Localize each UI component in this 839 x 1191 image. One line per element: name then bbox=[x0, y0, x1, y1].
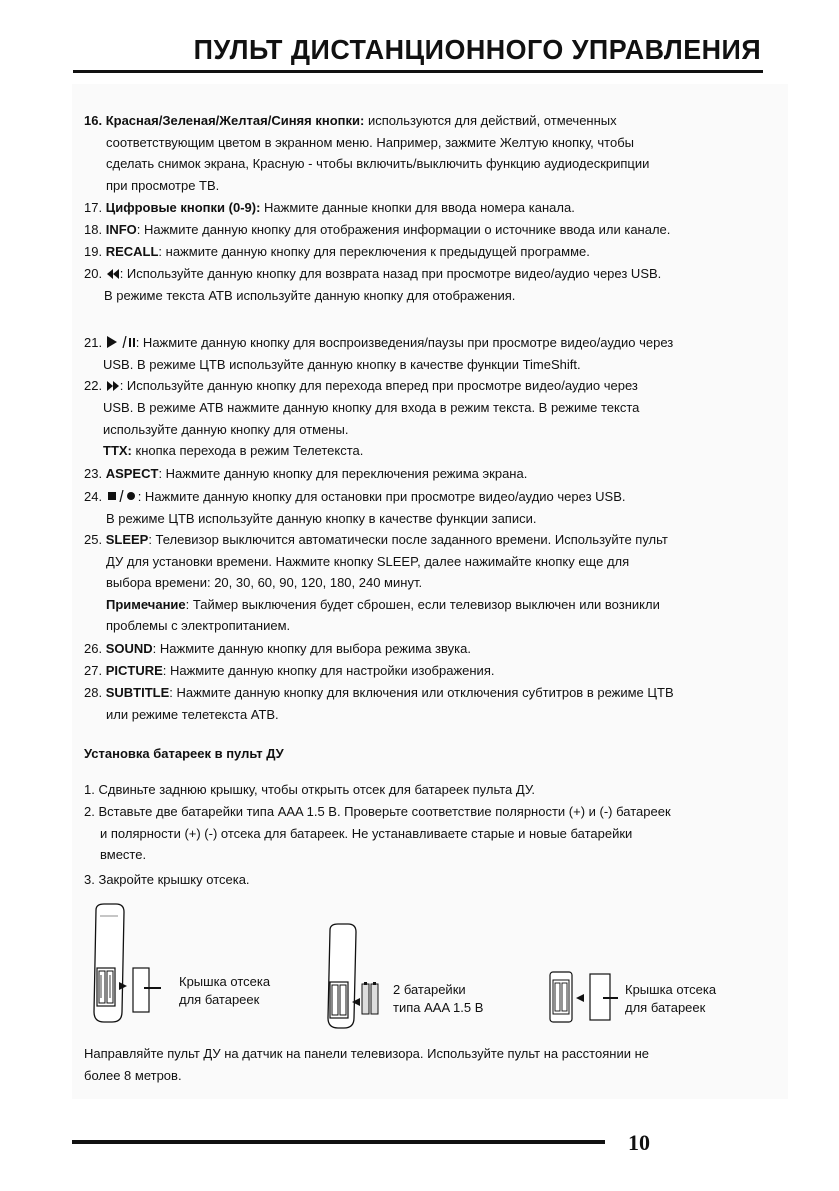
item-number: 17. bbox=[84, 200, 103, 215]
item-line: : Нажмите данную кнопку для выбора режима звука. bbox=[152, 641, 471, 656]
note-line: : Таймер выключения будет сброшен, если телевизор выключен или возникли bbox=[185, 596, 660, 612]
item-term: PICTURE bbox=[105, 663, 163, 678]
item-term: ASPECT bbox=[105, 466, 159, 481]
note-term: Примечание bbox=[106, 596, 186, 612]
step-line: Закройте крышку отсека. bbox=[98, 872, 250, 887]
item-line: выбора времени: 20, 30, 60, 90, 120, 180, 240 минут. bbox=[106, 575, 423, 590]
item-number: 16. bbox=[84, 113, 103, 128]
item-number: 28. bbox=[84, 685, 103, 700]
step-line: вместе. bbox=[100, 847, 147, 862]
list-item-17 bbox=[84, 197, 575, 219]
item-line: соответствующим цветом в экранном меню. Например, зажмите Желтую кнопку, чтобы bbox=[106, 134, 635, 150]
item-line: : Нажмите данную кнопку для воспроизведения/паузы при просмотре видео/аудио через bbox=[135, 335, 674, 350]
play-pause-icon bbox=[106, 333, 136, 355]
item-number: 20. bbox=[84, 266, 103, 281]
item-number: 26. bbox=[84, 641, 103, 656]
item-line: Нажмите данные кнопки для ввода номера канала. bbox=[260, 200, 575, 215]
item-line: или режиме телетекста АТВ. bbox=[106, 706, 279, 722]
item-term: SUBTITLE bbox=[105, 685, 170, 700]
item-line: USB. В режиме АТВ нажмите данную кнопку для входа в режим текста. В режиме текста bbox=[103, 400, 640, 416]
list-item-23 bbox=[84, 463, 527, 485]
battery-step-1 bbox=[84, 779, 535, 801]
remote-open-illustration bbox=[86, 902, 166, 1026]
item-line: : Нажмите данную кнопку для настройки изображения. bbox=[162, 663, 495, 678]
close-cover-illustration bbox=[548, 970, 618, 1026]
item-line: В режиме текста АТВ используйте данную кнопку для отображения. bbox=[104, 288, 516, 304]
item-line: : Используйте данную кнопку для перехода вперед при просмотре видео/аудио через bbox=[119, 378, 638, 393]
item-number: 27. bbox=[84, 663, 103, 678]
item-line: В режиме ЦТВ используйте данную кнопку в качестве функции записи. bbox=[106, 511, 537, 527]
item-line: сделать снимок экрана, Красную - чтобы включить/выключить функцию аудиодескрипции bbox=[106, 156, 650, 171]
item-line: : Телевизор выключится автоматически после заданного времени. Используйте пульт bbox=[148, 532, 668, 547]
battery-heading: Установка батареек в пульт ДУ bbox=[84, 746, 284, 761]
title-rule bbox=[73, 70, 763, 73]
item-term: SLEEP bbox=[105, 532, 149, 547]
item-number: 24. bbox=[84, 489, 103, 504]
caption-line: для батареек bbox=[625, 1000, 706, 1015]
item-line: USB. В режиме ЦТВ используйте данную кнопку в качестве функции TimeShift. bbox=[103, 357, 581, 373]
item-number: 19. bbox=[84, 244, 103, 259]
list-item-27 bbox=[84, 660, 494, 682]
caption-line: Крышка отсека bbox=[179, 974, 271, 989]
item-line: при просмотре ТВ. bbox=[106, 177, 220, 193]
item-term: RECALL bbox=[105, 244, 159, 259]
item-line: : Нажмите данную кнопку для включения или отключения субтитров в режиме ЦТВ bbox=[169, 685, 674, 700]
list-item-22 bbox=[84, 375, 639, 462]
item-term: INFO bbox=[105, 222, 137, 237]
item-line: : нажмите данную кнопку для переключения к предыдущей программе. bbox=[158, 244, 590, 259]
rewind-icon bbox=[106, 264, 120, 286]
step-number: 3. bbox=[84, 872, 95, 887]
item-number: 21. bbox=[84, 335, 103, 350]
stop-record-icon bbox=[106, 487, 138, 509]
ttx-term: TTX: bbox=[103, 443, 132, 459]
closing-line: Направляйте пульт ДУ на датчик на панели телевизора. Используйте пульт на расстоянии не bbox=[84, 1046, 649, 1061]
battery-step-3 bbox=[84, 869, 250, 891]
list-item-21 bbox=[84, 332, 673, 376]
caption-cover-1 bbox=[179, 973, 270, 1009]
list-item-20 bbox=[84, 263, 661, 307]
step-number: 2. bbox=[84, 804, 95, 819]
item-term: SOUND bbox=[105, 641, 153, 656]
note-line: проблемы с электропитанием. bbox=[106, 618, 291, 633]
closing-line: более 8 метров. bbox=[84, 1067, 182, 1083]
list-item-16 bbox=[84, 110, 774, 196]
item-line: : Нажмите данную кнопку для остановки при просмотре видео/аудио через USB. bbox=[137, 489, 626, 504]
item-number: 25. bbox=[84, 532, 103, 547]
page-title: ПУЛЬТ ДИСТАНЦИОННОГО УПРАВЛЕНИЯ bbox=[193, 34, 761, 65]
caption-line: 2 батарейки bbox=[393, 982, 466, 997]
list-item-19 bbox=[84, 241, 590, 263]
battery-step-2 bbox=[84, 801, 671, 866]
caption-line: Крышка отсека bbox=[625, 982, 717, 997]
caption-cover-2 bbox=[625, 981, 716, 1017]
item-number: 22. bbox=[84, 378, 103, 393]
caption-line: для батареек bbox=[179, 992, 260, 1007]
footer-rule bbox=[72, 1140, 605, 1144]
item-term: Красная/Зеленая/Желтая/Синяя кнопки: bbox=[105, 113, 365, 128]
list-item-25 bbox=[84, 529, 668, 637]
item-term: Цифровые кнопки (0-9): bbox=[105, 200, 261, 215]
item-number: 23. bbox=[84, 466, 103, 481]
step-number: 1. bbox=[84, 782, 95, 797]
step-line: Вставьте две батарейки типа AAA 1.5 В. Проверьте соответствие полярности (+) и (-) батареек bbox=[98, 804, 671, 819]
item-line: используйте данную кнопку для отмены. bbox=[103, 421, 349, 437]
list-item-24 bbox=[84, 486, 625, 530]
list-item-28 bbox=[84, 682, 674, 725]
page-number: 10 bbox=[628, 1130, 650, 1155]
remote-batteries-illustration bbox=[322, 922, 388, 1032]
list-item-26 bbox=[84, 638, 471, 660]
caption-line: типа AAA 1.5 В bbox=[393, 1000, 484, 1015]
item-line: ДУ для установки времени. Нажмите кнопку SLEEP, далее нажимайте кнопку еще для bbox=[106, 553, 630, 569]
step-line: и полярности (+) (-) отсека для батареек. Не устанавливаете старые и новые батарейки bbox=[100, 825, 633, 841]
list-item-18 bbox=[84, 219, 670, 241]
item-line: : Нажмите данную кнопку для переключения режима экрана. bbox=[158, 466, 528, 481]
caption-batteries bbox=[393, 981, 483, 1017]
ttx-text: кнопка перехода в режим Телетекста. bbox=[131, 443, 364, 459]
item-number: 18. bbox=[84, 222, 103, 237]
item-line: : Используйте данную кнопку для возврата назад при просмотре видео/аудио через USB. bbox=[119, 266, 662, 281]
fast-forward-icon bbox=[106, 376, 120, 398]
step-line: Сдвиньте заднюю крышку, чтобы открыть отсек для батареек пульта ДУ. bbox=[98, 782, 535, 797]
closing-note bbox=[84, 1043, 649, 1086]
item-line: : Нажмите данную кнопку для отображения информации о источнике ввода или канале. bbox=[136, 222, 671, 237]
item-line: используются для действий, отмеченных bbox=[364, 113, 617, 128]
